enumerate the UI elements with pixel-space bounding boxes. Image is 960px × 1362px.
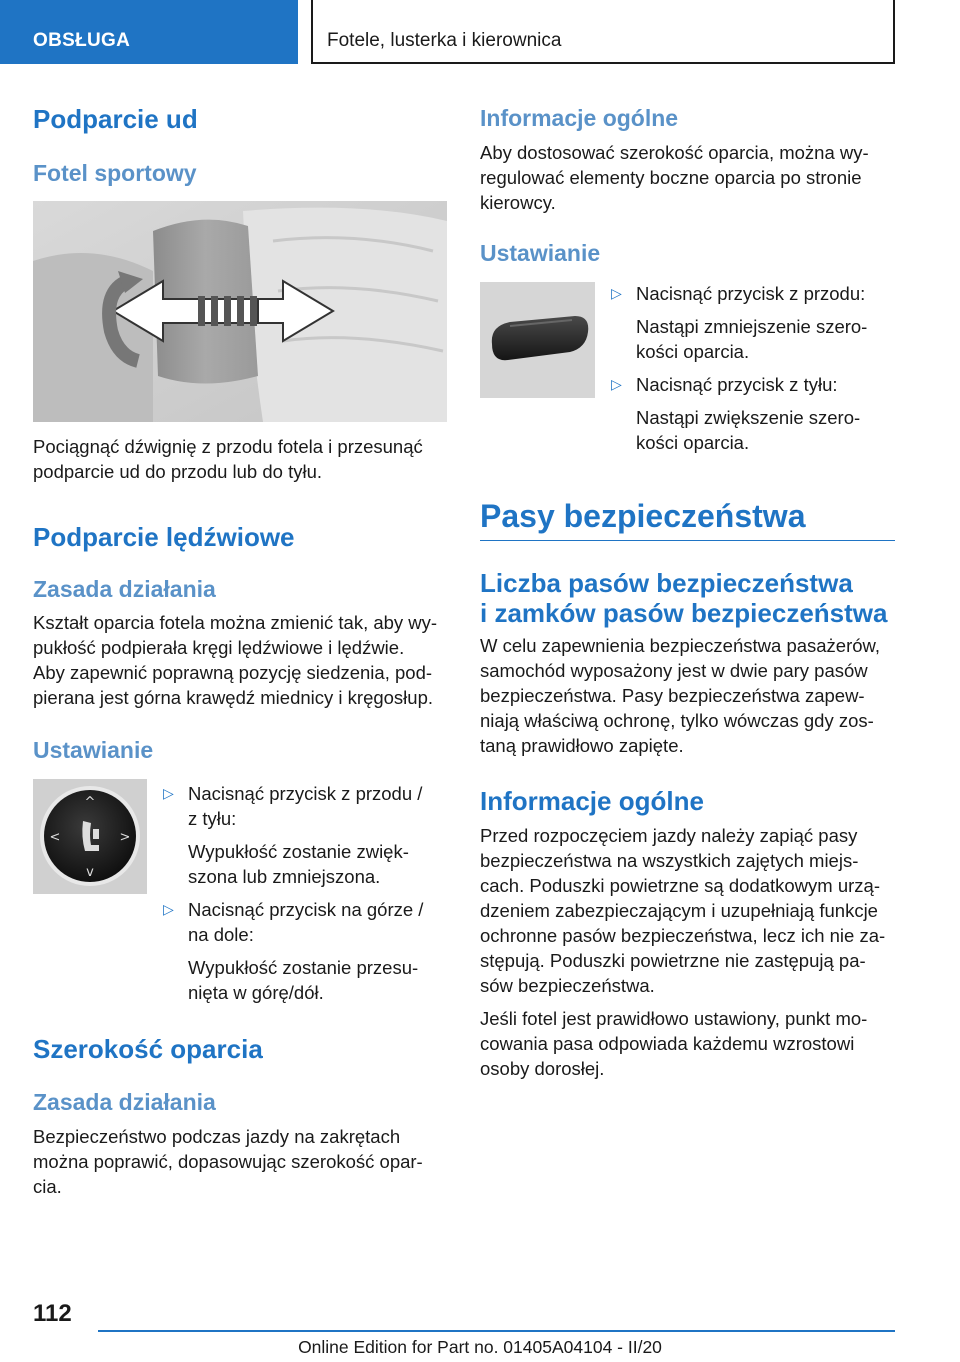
svg-text:v: v (86, 865, 94, 880)
list-ustawianie-2 (611, 281, 895, 455)
triangle-bullet-icon: ▷ (163, 901, 174, 917)
footer-edition-text: Online Edition for Part no. 01405A04104 - II/20 (298, 1337, 662, 1357)
heading-liczba-pasow: Liczba pasów bezpieczeństwa i zamków pasów bezpieczeństwa (480, 568, 888, 628)
heading-ustawianie-1: Ustawianie (33, 737, 154, 763)
heading-informacje-ogolne-2: Informacje ogólne (480, 786, 704, 816)
paragraph-informacje-ogolne-1: Aby dostosować szerokość oparcia, można wy- regulować elementy boczne oparcia po stronie kierowcy. (480, 142, 869, 213)
heading-informacje-ogolne-1: Informacje ogólne (480, 105, 679, 131)
list-item: ▷ Nacisnąć przycisk z przodu: Nastąpi zmniejszenie szero- kości oparcia. (611, 283, 868, 362)
triangle-bullet-icon: ▷ (163, 785, 174, 801)
header-section-label: OBSŁUGA (33, 30, 131, 51)
backrest-switch-illustration (480, 282, 595, 398)
backrest-width-switch-image (480, 282, 595, 398)
header-chapter-label: Fotele, lusterka i kierownica (327, 30, 562, 51)
heading-zasada-dzialania-1: Zasada działania (33, 576, 216, 602)
paragraph-podparcie-ud: Pociągnąć dźwignię z przodu fotela i przesunąć podparcie ud do przodu lub do tyłu. (33, 436, 423, 482)
paragraph-zasada-dzialania-2: Bezpieczeństwo podczas jazdy na zakrętach można poprawić, dopasowując szerokość opar- cia. (33, 1126, 423, 1197)
triangle-bullet-icon: ▷ (611, 285, 622, 301)
lumbar-switch-illustration (33, 779, 147, 894)
triangle-bullet-icon: ▷ (611, 376, 622, 392)
heading-fotel-sportowy: Fotel sportowy (33, 160, 197, 186)
list-item: ▷ Nacisnąć przycisk z tyłu: Nastąpi zwiększenie szero- kości oparcia. (611, 374, 861, 453)
header-section-tab (0, 0, 298, 64)
heading-szerokosc-oparcia: Szerokość oparcia (33, 1034, 263, 1064)
heading-podparcie-ud: Podparcie ud (33, 104, 198, 134)
list-item: ▷ Nacisnąć przycisk na górze / na dole: Wypukłość zostanie przesu- nięta w górę/dół. (163, 899, 424, 1003)
svg-text:>: > (119, 830, 131, 845)
list-item: ▷ Nacisnąć przycisk z przodu / z tyłu: Wypukłość zostanie zwięk- szona lub zmniejszona. (163, 783, 423, 887)
footer-rule (98, 1330, 895, 1332)
lumbar-switch-image (33, 779, 147, 894)
header-chapter-box (311, 0, 895, 64)
heading-underline (480, 540, 895, 541)
page-number: 112 (33, 1300, 72, 1327)
svg-text:^: ^ (84, 795, 96, 810)
paragraph-liczba-pasow: W celu zapewnienia bezpieczeństwa pasażerów, samochód wyposażony jest w dwie pary pasów bezpieczeństwa. Pasy bezpieczeństwa zapew- niają właściwą ochronę, tylko wówczas gdy zos- taną prawidłowo zapięte. (480, 635, 881, 756)
paragraph-zasada-dzialania-1: Kształt oparcia fotela można zmienić tak, aby wy- pukłość podpierała kręgi lędźwiowe i lędźwie. Aby zapewnić poprawną pozycję siedzenia, pod- pierana jest górna krawędź miednicy i kręgosłup. (33, 612, 438, 708)
paragraph-informacje-ogolne-3: Jeśli fotel jest prawidłowo ustawiony, punkt mo- cowania pasa odpowiada każdemu wzrostowi osoby dorosłej. (480, 1008, 868, 1079)
seat-illustration (33, 201, 447, 422)
svg-text:<: < (49, 830, 61, 845)
heading-ustawianie-2: Ustawianie (480, 240, 601, 266)
heading-podparcie-ledzwiowe: Podparcie lędźwiowe (33, 522, 295, 552)
heading-zasada-dzialania-2: Zasada działania (33, 1089, 216, 1115)
list-ustawianie-1 (163, 781, 448, 1005)
heading-pasy-bezpieczenstwa: Pasy bezpieczeństwa (480, 498, 806, 534)
paragraph-informacje-ogolne-2: Przed rozpoczęciem jazdy należy zapiąć pasy bezpieczeństwa na wszystkich zajętych miejs- cach. Poduszki powietrzne są dodatkowym urzą- dzeniem zabezpieczającym i uzupełniają funkcje ochronne pasów bezpieczeństwa, lecz ich nie za- stępują. Poduszki powietrzne nie zastępują pa- sów bezpieczeństwa. (480, 825, 886, 996)
seat-thigh-support-image (33, 201, 447, 422)
